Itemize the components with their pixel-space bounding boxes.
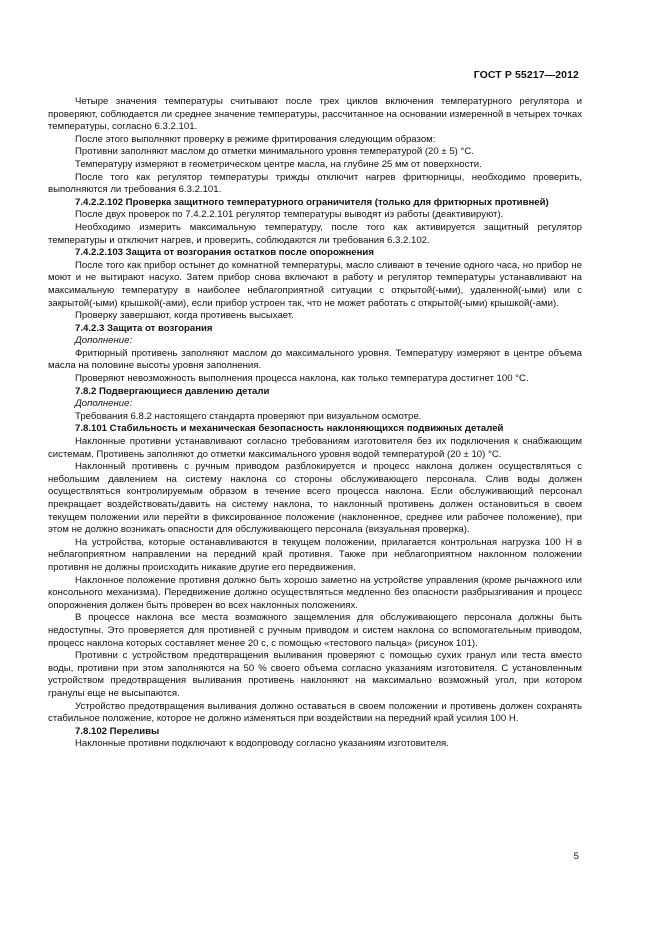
- section-heading: 7.4.2.3 Защита от возгорания: [75, 322, 213, 334]
- body-paragraph: Противни заполняют маслом до отметки минимального уровня температурой (20 ± 5) °С.: [75, 146, 474, 158]
- body-paragraph: Четыре значения температуры считывают после трех циклов включения температурного регулятора и проверяют, соблюдается ли среднее значение температуры, рассчитанное на основании измеренной в четырех точках температуры, согласно 6.3.2.101.: [48, 96, 582, 133]
- body-paragraph: Устройство предотвращения выливания должно оставаться в своем положении и противень должен сохранять стабильное положение, которое не должно изменяться при воздействии на передний край усилия 100 Н.: [48, 700, 582, 725]
- section-heading: 7.8.2 Подвергающиеся давлению детали: [75, 385, 270, 397]
- section-heading: 7.4.2.2.103 Защита от возгорания остатков после опорожнения: [75, 247, 374, 259]
- body-paragraph: Фритюрный противень заполняют маслом до максимального уровня. Температуру измеряют в центре объема масла на половине высоты уровня заполнения.: [48, 347, 582, 372]
- addendum-label: Дополнение:: [75, 398, 133, 410]
- body-paragraph: После двух проверок по 7.4.2.2.101 регулятор температуры выводят из работы (деактивируют).: [75, 209, 504, 221]
- document-header: ГОСТ Р 55217—2012: [473, 69, 579, 81]
- section-heading: 7.8.101 Стабильность и механическая безопасность наклоняющихся подвижных деталей: [75, 423, 504, 435]
- body-paragraph: Проверку завершают, когда противень высыхает.: [75, 310, 294, 322]
- body-paragraph: Необходимо измерить максимальную температуру, после того как активируется защитный регулятор температуры и отключит нагрев, и проверить, соблюдаются ли требования 6.3.2.102.: [48, 221, 582, 246]
- body-paragraph: Наклонные противни подключают к водопроводу согласно указаниям изготовителя.: [75, 738, 449, 750]
- body-paragraph: Проверяют невозможность выполнения процесса наклона, как только температура достигнет 100 °С.: [75, 373, 529, 385]
- body-paragraph: Наклонное положение противня должно быть хорошо заметно на устройстве управления (кроме рычажного или консольного механизма). Передвижение должно осуществляться медленно без опасности разбрызгивания и процесс опорожнения должен быть проверен во всех наклонных положениях.: [48, 574, 582, 611]
- body-paragraph: В процессе наклона все места возможного защемления для обслуживающего персонала должны быть недоступны. Это проверяется для противней с ручным приводом и систем наклона со вспомогательным приводом, процесс наклона которых составляет менее 20 с, с помощью «тестового пальца» (рисунок 101).: [48, 612, 582, 649]
- body-paragraph: Температуру измеряют в геометрическом центре масла, на глубине 25 мм от поверхности.: [75, 158, 482, 170]
- section-heading: 7.4.2.2.102 Проверка защитного температурного ограничителя (только для фритюрных противней): [75, 196, 549, 208]
- body-paragraph: Наклонный противень с ручным приводом разблокируется и процесс наклона должен осуществляться с небольшим давлением на систему наклона со стороны обслуживающего персонала. Слив воды должен осуществляться контролируемым образом в течение всего процесса наклона. Если обслуживающий персонал прекращает воздействовать/давить на систему наклона, то наклонный противень должен остановиться в своем текущем положении или перейти в фиксированное положение (наклоненное, среднее или рабочее положение), при этом не должно возникать опасности для обслуживающего персонала (визуальная проверка).: [48, 461, 582, 536]
- body-paragraph: На устройства, которые останавливаются в текущем положении, прилагается контрольная нагрузка 100 Н в неблагоприятном направлении на передний край противня. Также при неблагоприятном наклонном положении противня не должны происходить никакие другие его передвижения.: [48, 536, 582, 573]
- document-body: [48, 96, 582, 751]
- body-paragraph: После того как регулятор температуры трижды отключит нагрев фритюрницы, необходимо проверить, выполняются ли требования 6.3.2.101.: [48, 171, 582, 196]
- body-paragraph: Требования 6.8.2 настоящего стандарта проверяют при визуальном осмотре.: [75, 410, 422, 422]
- body-paragraph: После этого выполняют проверку в режиме фритирования следующим образом:: [75, 133, 436, 145]
- body-paragraph: Наклонные противни устанавливают согласно требованиям изготовителя без их подключения к снабжающим системам. Противень заполняют до отметки максимального уровня водой температурой (20 ± 10) °С.: [48, 436, 582, 460]
- addendum-label: Дополнение:: [75, 335, 133, 347]
- body-paragraph: После того как прибор остынет до комнатной температуры, масло сливают в течение одного часа, но прибор не моют и не вытирают насухо. Затем прибор снова включают в работу и регулятор температуры устанавливают на максимальную температуру в наиболее неблагоприятной ситуации с открытой(-ыми), удаленной(-ыми) или с закрытой(-ыми) крышкой(-ами), если прибор устроен так, что не может работать с открытой(-ыми) крышкой(-ами).: [48, 259, 582, 309]
- section-heading: 7.8.102 Переливы: [75, 725, 160, 737]
- page-number: 5: [573, 851, 579, 862]
- body-paragraph: Противни с устройством предотвращения выливания проверяют с помощью сухих гранул или теста вместо воды, противни при этом заполняются на 50 % своего объема согласно указаниям изготовителя. С установленным устройством предотвращения выливания противень наклоняют на максимально возможный угол, при котором гранулы еще не высыпаются.: [48, 650, 582, 699]
